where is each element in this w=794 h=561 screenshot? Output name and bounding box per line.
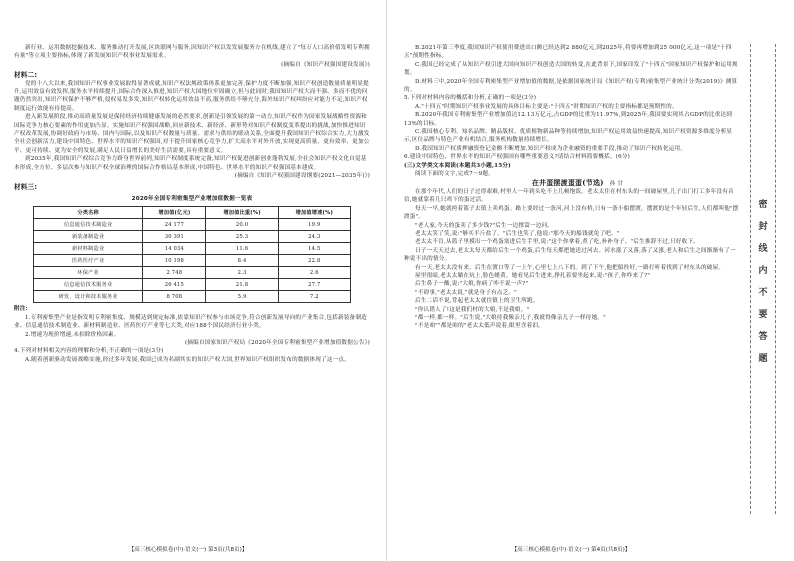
table-cell: 27.7 [278,279,350,291]
table-cell: 24 177 [143,219,206,231]
source-note-2: (摘编自《知识产权强国建设纲要(2021—2035年)》) [234,173,370,180]
q5-option: D.我国知识产权质押融资登记金额不断增加,知识产权成为企业融资的重要手段,推动了知识产权转化运用。 [415,145,687,152]
q5-option: A."十四五"时期知识产权事业发展的具体目标主要是:"十四五"时期知识产权的主要指标都是预期性的。 [415,103,678,110]
table-cell: 30 391 [143,231,206,243]
table-cell: 8 708 [143,291,206,303]
table-cell: 5.9 [206,291,278,303]
intro-paragraph: 新行业、运用数据挖掘技术、服务推动打开发展,区块联网与服务,因知识产权以发发展服务方在机线,建立了"每万人口高价值发明专利拥有量"等立项主要指标,体现了新发展知识产权事业发展需求。 [14,45,370,60]
table-row [34,243,351,255]
table-cell: 10 198 [143,255,206,267]
story-paragraph: 每天一早,她就挎着篮子去镇上卖鸡蛋。路上要经过一条河,河上没有桥,只有一条小船摆渡。摆渡的是个年轻后生,人们都叫他"摆渡蛋"。 [404,205,739,221]
story-paragraph: 日子一天天过去,老太太每天都给后生一个鸡蛋,后生每天都把她送过河去。河水涨了又落,落了又涨,老人和后生之间渐渐有了一种说不出的情分。 [404,247,736,263]
story-heading [404,179,740,188]
dashed-cut-line [750,44,751,514]
table-row [34,291,351,303]
table-header-cell: 分类名称 [34,207,143,219]
table-cell: 14.5 [278,243,350,255]
question-6: 6.建设中国特色、世界水平的知识产权强国有哪些重要意义?请结合材料简要概括。(6分) [404,154,631,161]
table-cell: 8.4 [206,255,278,267]
table-row [34,231,351,243]
q4-option: C.我国已经完成了从知识产权引进大国向知识产权创造大国的转变,在此背景下,国家印发了"十四五"国家知识产权保护和运用规划。 [404,61,738,77]
question-4: 4.下列对材料相关内容的理解和分析,不正确的一项是(3分) [14,348,164,355]
table-row [34,219,351,231]
story-paragraph: "都一样,都一样。"后生说,"大娘待我像亲儿子,我就得像亲儿子一样待她。" [415,315,606,321]
table-row [34,267,351,279]
dashed-cut-line [775,44,776,514]
table-cell: 新装备制造业 [34,231,143,243]
story-paragraph: 屋里很暗,老太太躺在炕上,脸色蜡黄。她看见后生进来,挣扎着要坐起来,说:"孩子,你咋来了?" [415,272,651,279]
note-item: 2.增速为现价增速,未扣除价格因素。 [25,331,120,338]
table-caption: 2020年全国专利密集型产业增加值数据一览表 [131,195,253,202]
story-paragraph: 后生二话不说,背起老太太就往镇上的卫生所跑。 [415,298,539,305]
table-row [34,279,351,291]
data-table [33,206,351,303]
table-cell: 医药医疗产业 [34,255,143,267]
binding-margin-strip [748,44,778,514]
table-header-row [34,207,351,219]
source-note-3: (摘编自国家知识产权局《2020年全国专利密集型产业增加值数据公告》) [184,339,370,346]
left-page [0,0,376,561]
table-cell: 2.3 [206,267,278,279]
story-paragraph: "你认错人了!这是我们村的大娘,不是我娘。" [415,306,530,313]
table-cell: 2.6 [278,267,350,279]
story-paragraph: 老太太笑了笑,说:"够买半斤盐了。"后生也笑了,他说:"那今天的船钱就免了吧。" [415,230,620,237]
left-column [14,44,370,364]
page-footer-right: 【高三核心模拟卷(中)·语文(一) 第4页(共8页)】 [511,547,631,553]
material-2-label: 材料二: [14,71,38,80]
section-label: (三)文学类文本阅读(本题共3小题,15分) [404,162,511,169]
story-paragraph: "不碍事,"老太太说,"就是身子有点乏。" [415,289,517,296]
question-4-option-a: A.随着创新驱动发展战略实施,经过多年发展,我国已成为名副其实的知识产权大国,世界知识产权组织发布的数据体现了这一点。 [25,356,351,363]
table-row [34,255,351,267]
q4-option: D.材料三中,2020年全国专利密集型产业增加值的数据,是依据国家统计局《知识产权(专利)密集型产业统计分类(2019)》测算的。 [404,78,738,94]
table-cell: 11.6 [206,243,278,255]
right-column [404,44,740,331]
q5-option: B.2020年我国专利密集型产业增加值达12.13万亿元,占GDP的比重为11.97%,到2025年,我国要实现其占GDP的比重达到13%的目标。 [404,112,733,127]
notes-label: 附注: [14,306,28,313]
table-cell: 环保产业 [34,267,143,279]
question-5: 5.下列对材料内容的概括和分析,正确的一项是(3分) [404,95,537,102]
story-body [404,188,740,331]
story-paragraph: "不是咱""都是咱的"老太太低声说着,眼里含着泪。 [415,323,544,330]
table-cell: 新材料制造业 [34,243,143,255]
material-3-label: 材料三: [14,182,38,191]
table-cell: 26 415 [143,279,206,291]
table-cell: 信息通信技术服务业 [34,279,143,291]
story-paragraph: 老太太不肯,从篮子里摸出一个鸡蛋塞进后生手里,说:"这个你拿着,煮了吃,补补身子。"后生推辞不过,只好收下。 [415,239,700,246]
table-cell: 24.3 [278,231,350,243]
note-item: 1.专利密集型产业是指发明专利密集度、规模达到规定标准,依靠知识产权参与市场竞争,符合创新发展导向的产业集合,包括新装备制造业、信息通信技术制造业、新材料制造业、医药医疗产业等七大类,对应188个国民经济行业小类。 [14,314,367,330]
table-cell: 25.3 [206,231,278,243]
story-paragraph: 在那个年代,人们的日子过得艰难,村里人一年到头吃不上几顿饱饭。老太太住在村东头的一间破屋里,儿子出门打工多年没有音信,她就靠着几只鸡下的蛋过活。 [404,188,734,204]
table-header-cell: 增加值增速(%) [278,207,350,219]
material-2-paragraph: 进入新发展阶段,推动高质量发展是保持经济持续健康发展的必然要求,创新是引领发展的第一动力,知识产权作为国家发展战略性资源和国际竞争力核心要素的作用更加凸显。实施知识产权强国战略,回应新技术、新经济、新形势对知识产权制度变革提出的挑战,加快推进知识产权改革发展,协调好政府与市场、国内与国际,以及知识产权数量与质量、需求与供给的联动关系,全面提升我国知识产权综合实力,大力激发全社会创新活力,建设中国特色、世界水平的知识产权强国,对于提升国家核心竞争力,扩大高水平对外开放,实现更高质量、更有效率、更加公平、更可持续、更为安全的发展,满足人民日益增长的美好生活需要,具有重要意义。 [14,114,370,154]
reading-instruction: 阅读下面的文字,完成7～9题。 [415,171,495,178]
table-header-cell: 增加值(亿元) [143,207,206,219]
table-header-cell: 增加值比重(%) [206,207,278,219]
story-author: 孙 甘 [609,180,624,187]
q5-option: C.我国核心专利、知名品牌、精品版权、优质植物新品种等持续增加,知识产权运用效益快速提高,知识产权资源多维度分析显示,区位品牌与特色产业有机结合,服务机构数量持续增长。 [404,129,733,144]
page-fold-divider [386,0,387,561]
story-paragraph: "老人家,今天的蛋卖了多少钱?"后生一边撑篙一边问。 [415,222,554,229]
material-2-paragraph: 党的十八大以来,我国知识产权事业发展取得显著成就,知识产权法规政策体系更加完善,保护力度不断加强,知识产权创造数量质量明显提升,运用效益有效发挥,服务水平持续提升,国际合作深入推进,知识产权大国地位牢固确立,但与此同时,我国知识产权大而不强、多而不优的问题仍然突出,知识产权保护不够严格,侵权易发多发,知识产权转化运用效益不高,服务供给不够充分,海外知识产权纠纷应对能力不足,知识产权制度运行效能有待提高。 [14,80,369,112]
table-cell: 信息通信技术制造业 [34,219,143,231]
story-paragraph: 后生鼻子一酸,说:"大娘,你病了咋不说一声?" [415,281,529,288]
right-page [398,0,744,561]
seal-line-notice: 密 封 线 内 不 要 答 题 [758,200,768,364]
table-cell: 20.0 [206,219,278,231]
material-2-paragraph: 到2035年,我国知识产权综合竞争力跻身世界前列,知识产权制度系统完备,知识产权促进创新创业蓬勃发展,全社会知识产权文化自觉基本形成,全方位、多层次参与知识产权全球治理的国际合作格局基本形成,中国特色、世界水平的知识产权强国基本建成。 [14,156,367,171]
table-cell: 22.8 [278,255,350,267]
source-note-1: (摘编自《知识产权强国建设发展》) [281,61,370,68]
table-cell: 7.2 [278,291,350,303]
table-cell: 14 034 [143,243,206,255]
story-paragraph: 有一天,老太太没有来。后生在渡口等了一上午,心里七上八下的。到了下午,他把船拴好,一路打听着找到了村东头的破屋。 [415,264,725,271]
table-cell: 21.8 [206,279,278,291]
q4-option: B.2021年第三季度,我国知识产权使用费进出口额已经达到2 880亿元,到2025年,将要再增加到25 000亿元,这一项是"十四五"预期性指标。 [404,45,732,60]
page-footer-left: 【高三核心模拟卷(中)·语文(一) 第3页(共8页)】 [128,547,248,553]
table-cell: 19.9 [278,219,350,231]
table-cell: 2 748 [143,267,206,279]
table-cell: 研发、设计和技术服务业 [34,291,143,303]
story-title: 在井蛋摆渡蛋蛋(节选) [531,177,604,187]
